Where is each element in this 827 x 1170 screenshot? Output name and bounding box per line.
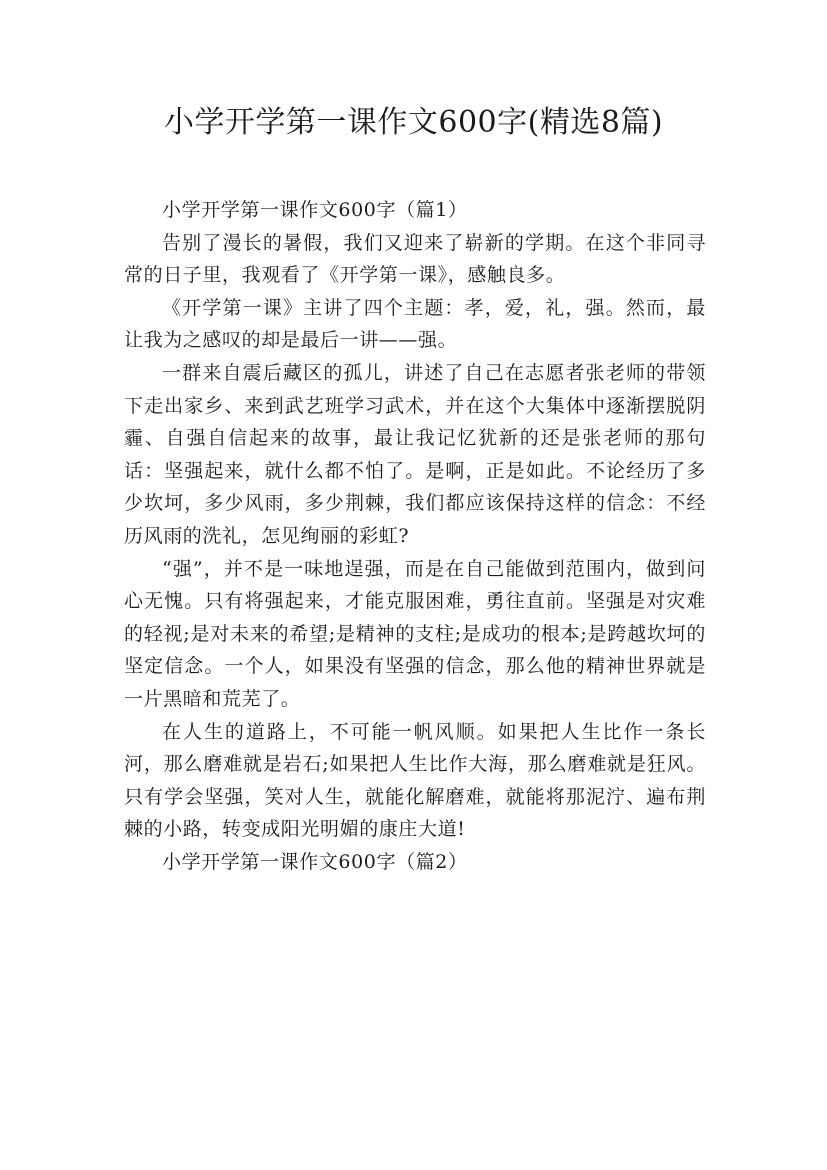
- paragraph-4: “强”，并不是一味地逞强，而是在自己能做到范围内，做到问心无愧。只有将强起来，才能克服困难，勇往直前。坚强是对灾难的轻视;是对未来的希望;是精神的支柱;是成功的根本;是跨越坎坷的坚定信念。一个人，如果没有坚强的信念，那么他的精神世界就是一片黑暗和荒芜了。: [124, 557, 706, 710]
- paragraph-2: 《开学第一课》主讲了四个主题：孝，爱，礼，强。然而，最让我为之感叹的却是最后一讲——强。: [124, 296, 706, 352]
- section-heading-2: 小学开学第一课作文600字（篇2）: [162, 850, 468, 873]
- paragraph-1: 告别了漫长的暑假，我们又迎来了崭新的学期。在这个非同寻常的日子里，我观看了《开学第一课》，感触良多。: [124, 231, 706, 287]
- paragraph-3: 一群来自震后藏区的孤儿，讲述了自己在志愿者张老师的带领下走出家乡、来到武艺班学习武术，并在这个大集体中逐渐摆脱阴霾、自强自信起来的故事，最让我记忆犹新的还是张老师的那句话：坚强起来，就什么都不怕了。是啊，正是如此。不论经历了多少坎坷，多少风雨，多少荆棘，我们都应该保持这样的信念：不经历风雨的洗礼，怎见绚丽的彩虹?: [124, 361, 706, 547]
- section-heading-1: 小学开学第一课作文600字（篇1）: [162, 199, 468, 221]
- document-body: [124, 194, 706, 878]
- paragraph-5: 在人生的道路上，不可能一帆风顺。如果把人生比作一条长河，那么磨难就是岩石;如果把人生比作大海，那么磨难就是狂风。只有学会坚强，笑对人生，就能化解磨难，就能将那泥泞、遍布荆棘的小路，转变成阳光明媚的康庄大道!: [124, 720, 706, 841]
- document-title: 小学开学第一课作文600字(精选8篇): [163, 105, 664, 140]
